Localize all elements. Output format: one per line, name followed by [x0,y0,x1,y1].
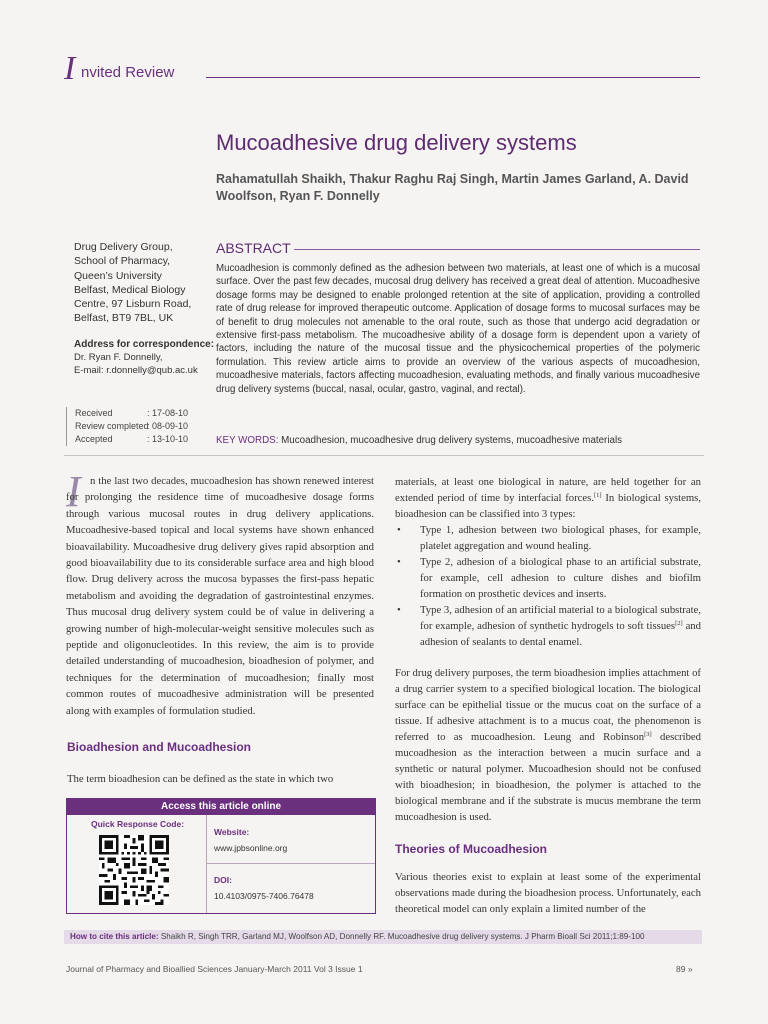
date-row-received [75,407,215,420]
list-item: • Type 2, adhesion of a biological phase to an artificial substrate, for example, cell adhesion to culture dishes and biofilm formation on prosthetic devices and inserts. [395,554,701,602]
citation-text: Shaikh R, Singh TRR, Garland MJ, Woolfson AD, Donnelly RF. Mucoadhesive drug delivery systems. J Pharm Bioall Sci 2011;1:89-100 [158,932,645,941]
footer-journal: Journal of Pharmacy and Bioallied Sciences January-March 2011 Vol 3 Issue 1 [66,964,363,974]
date-value: : 17-08-10 [147,408,189,418]
qr-label: Quick Response Code: [91,819,185,829]
section-heading-bioadhesion: Bioadhesion and Mucoadhesion [67,740,252,754]
box-divider [206,815,207,913]
doi-link[interactable]: 10.4103/0975-7406.76478 [214,891,314,901]
theories-paragraph: Various theories exist to explain at least some of the experimental observations made during the bioadhesion process. Unfortunately, each theoretical model can only explain a limited number of the [395,871,701,915]
date-label: Received [75,408,113,418]
bioadhesion-paragraph: The term bioadhesion can be defined as the state in which two [67,773,334,785]
citation-ref[interactable]: [3] [644,731,652,738]
affiliation-line: Centre, 97 Lisburn Road, [74,298,192,311]
correspondence-name: Dr. Ryan F. Donnelly, [74,352,163,363]
date-label: Accepted [75,434,113,444]
date-value: : 13-10-10 [147,434,189,444]
citation-label: How to cite this article: [70,932,159,941]
citation-bar [64,930,702,944]
abstract-rule [294,249,700,250]
drop-cap: I [66,467,81,516]
abstract-heading: ABSTRACT [216,240,291,256]
author-list: Rahamatullah Shaikh, Thakur Raghu Raj Singh, Martin James Garland, A. David Woolfson, Ryan F. Donnelly [216,172,689,203]
article-title: Mucoadhesive drug delivery systems [216,130,577,155]
section-label: nvited Review [81,64,175,81]
drug-delivery-paragraph: For drug delivery purposes, the term bioadhesion implies attachment of a drug carrier system to a specified biological location. The biological surface can be epithelial tissue or the mucus coat on the surface of a tissue. If adhesive attachment is to a mucus coat, the phenomenon is referred to as mucoadhesion. Leung and Robinson[3] described mucoadhesion as the interaction between a mucin surface and a synthetic or natural polymer. Mucoadhesion should not be confused with bioadhesion; in bioadhesion, the polymer is attached to the biological membrane and if the substrate is mucus membrane the term mucoadhesion is used. [395,667,701,823]
keywords-list: Mucoadhesion, mucoadhesive drug delivery systems, mucoadhesive materials [278,435,623,446]
list-item: • Type 1, adhesion between two biological phases, for example, platelet aggregation and wound healing. [395,522,701,554]
access-box-header: Access this article online [67,799,375,815]
correspondence-heading: Address for correspondence: [74,339,215,350]
affiliation-line: School of Pharmacy, [74,255,171,268]
affiliation [74,240,204,326]
bioadhesion-continuation: materials, at least one biological in nature, are held together for an extended period of time by interfacial forces.[1] In biological systems, bioadhesion can be classified into 3 types: [395,476,701,520]
correspondence-email[interactable]: E-mail: r.donnelly@qub.ac.uk [74,365,198,376]
affiliation-line: Belfast, BT9 7BL, UK [74,312,174,325]
abstract-text: Mucoadhesion is commonly defined as the adhesion between two materials, at least one of which is a mucosal surface. Over the past few decades, mucosal drug delivery has received a great deal of attention. Mucoadhesive dosage forms may be designed to enable prolonged retention at the site of application, providing a controlled rate of drug release for improved therapeutic outcome. Application of dosage forms to mucosal surfaces may be of benefit to drug molecules not amenable to the oral route, such as those that undergo acid degradation or extensive first-pass metabolism. The mucoadhesive ability of a dosage form is dependent upon a variety of factors, including the nature of the mucosal tissue and the physicochemical properties of the polymeric formulation. This review article aims to provide an overview of the various aspects of mucoadhesion, mucoadhesive materials, factors affecting mucoadhesion, evaluating methods, and finally various mucoadhesive drug delivery systems (buccal, nasal, ocular, gastro, vaginal, and rectal). [216,263,700,395]
citation-ref[interactable]: [1] [594,492,602,499]
right-column [395,474,701,917]
section-heading-theories: Theories of Mucoadhesion [395,842,548,856]
website-link[interactable]: www.jpbsonline.org [214,843,288,853]
divider [64,455,704,456]
date-value: : 08-09-10 [147,421,189,431]
access-article-box [66,798,376,914]
box-divider [207,863,375,864]
list-item: • Type 3, adhesion of an artificial material to a biological substrate, for example, adhesion of synthetic hydrogels to soft tissues[2] and adhesion of sealants to dental enamel. [395,602,701,650]
intro-paragraph: n the last two decades, mucoadhesion has shown renewed interest for prolonging the residence time of mucoadhesive dosage forms through various mucosal routes in drug delivery applications. Mucoadhesive-based topical and local systems have shown enhanced bioavailability. Mucoadhesive drug delivery gives rapid absorption and good bioavailability due to its considerable surface area and high blood flow. Drug delivery across the mucosa bypasses the first-pass hepatic metabolism and avoiding the degradation of gastrointestinal enzymes. Thus mucosal drug delivery system could be of value in delivering a growing number of high-molecular-weight sensitive molecules such as peptide and oligonucleotides. In this review, the aim is to provide detailed understanding of mucoadhesion, bioadhesion of polymer, and techniques for the determination of mucoadhesion; finally most common routes of mucoadhesive administration will be presented along with examples of formulation studied. [66,475,374,717]
section-initial: I [64,50,76,87]
keywords-label: KEY WORDS: [216,435,279,446]
date-row-review [75,420,215,433]
citation-ref[interactable]: [2] [675,620,683,627]
section-header [64,50,704,87]
date-row-accepted [75,433,215,446]
keywords [216,435,706,446]
page-number: 89 » [676,964,693,974]
affiliation-line: Drug Delivery Group, [74,241,173,253]
bioadhesion-types-list [395,522,701,650]
affiliation-line: Queen’s University [74,269,162,282]
header-rule [206,77,700,78]
affiliation-line: Belfast, Medical Biology [74,283,186,296]
date-label: Review completed [75,421,149,431]
website-label: Website: [214,827,250,837]
qr-code-image[interactable] [99,833,169,907]
doi-label: DOI: [214,875,232,885]
article-dates [66,407,215,446]
